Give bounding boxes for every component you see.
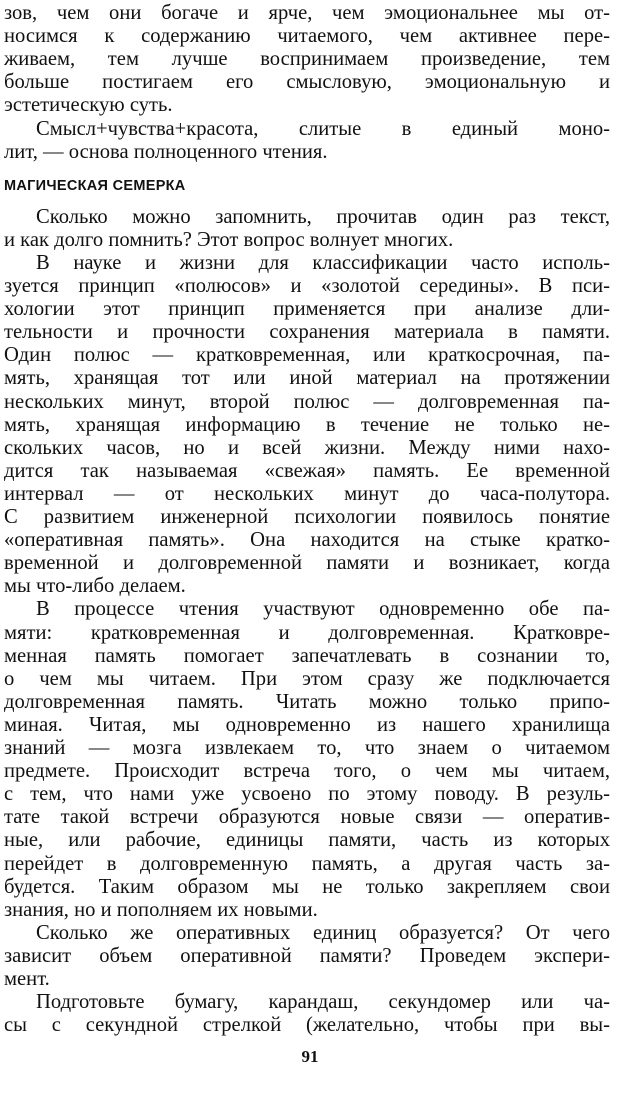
text-line: менная память помогает запечатлевать в сознании то, bbox=[4, 644, 610, 667]
text-line: перейдет в долговременную память, а другая часть за- bbox=[4, 852, 610, 875]
text-line: тате такой встречи образуются новые связи — оператив- bbox=[4, 806, 610, 829]
text-line: ные, или рабочие, единицы памяти, часть из которых bbox=[4, 829, 610, 852]
text-line: мы что-либо делаем. bbox=[4, 575, 186, 598]
text-line: Смысл+чувства+красота, слитые в единый моно- bbox=[36, 117, 610, 140]
text-line: будется. Таким образом мы не только закрепляем свои bbox=[4, 875, 610, 898]
text-line: живаем, тем лучше воспринимаем произведение, тем bbox=[4, 48, 610, 71]
text-line: Один полюс — кратковременная, или краткосрочная, па- bbox=[4, 344, 610, 367]
text-line: о чем мы читаем. При этом сразу же подключается bbox=[4, 667, 610, 690]
text-line: Сколько же оперативных единиц образуется? От чего bbox=[36, 921, 610, 944]
text-line: носимся к содержанию читаемого, чем активнее пере- bbox=[4, 25, 610, 48]
text-line: мяти: кратковременная и долговременная. Кратковре- bbox=[4, 621, 610, 644]
text-line: нескольких минут, второй полюс — долговременная па- bbox=[4, 390, 610, 413]
text-line: долговременная память. Читать можно только припо- bbox=[4, 690, 610, 713]
text-line: мять, хранящая тот или иной материал на протяжении bbox=[4, 367, 610, 390]
text-line: сы с секундной стрелкой (желательно, чтобы при вы- bbox=[4, 1014, 610, 1037]
text-line: предмете. Происходит встреча того, о чем мы читаем, bbox=[4, 760, 610, 783]
text-line: дится так называемая «свежая» память. Ее временной bbox=[4, 459, 610, 482]
text-line: «оперативная память». Она находится на стыке кратко- bbox=[4, 529, 610, 552]
text-line: и как долго помнить? Этот вопрос волнует многих. bbox=[4, 228, 454, 251]
text-line: зов, чем они богаче и ярче, чем эмоциональнее мы от- bbox=[4, 2, 610, 24]
text-line: знания, но и пополняем их новыми. bbox=[4, 898, 318, 921]
text-line: В науке и жизни для классификации часто исполь- bbox=[36, 251, 610, 274]
text-line: лит, — основа полноценного чтения. bbox=[4, 140, 328, 163]
text-line: скольких часов, но и всей жизни. Между ними нахо- bbox=[4, 436, 610, 459]
text-line: с тем, что нами уже усвоено по этому поводу. В резуль- bbox=[4, 783, 610, 806]
text-line: миная. Читая, мы одновременно из нашего хранилища bbox=[4, 713, 610, 736]
text-line: зависит объем оперативной памяти? Проведем экспери- bbox=[4, 944, 610, 967]
text-line: тельности и прочности сохранения материала в памяти. bbox=[4, 321, 610, 344]
text-line: хологии этот принцип применяется при анализе дли- bbox=[4, 298, 610, 321]
text-line: В процессе чтения участвуют одновременно обе па- bbox=[36, 598, 610, 621]
text-line: мент. bbox=[4, 968, 50, 990]
text-line: знаний — мозга извлекаем то, что знаем о читаемом bbox=[4, 737, 610, 759]
section-heading: МАГИЧЕСКАЯ СЕМЕРКА bbox=[4, 177, 186, 194]
text-line: С развитием инженерной психологии появилось понятие bbox=[4, 506, 610, 528]
text-line: временной и долговременной памяти и возникает, когда bbox=[4, 552, 610, 575]
text-line: зуется принцип «полюсов» и «золотой середины». В пси- bbox=[4, 275, 610, 297]
text-line: эстетическую суть. bbox=[4, 94, 173, 117]
text-line: Подготовьте бумагу, карандаш, секундомер или ча- bbox=[36, 991, 610, 1014]
text-line: Сколько можно запомнить, прочитав один раз текст, bbox=[36, 205, 610, 228]
page-number: 91 bbox=[301, 1047, 319, 1067]
text-line: интервал — от нескольких минут до часа-полутора. bbox=[4, 482, 610, 505]
text-line: мять, хранящая информацию в течение не только не- bbox=[4, 413, 610, 436]
text-line: больше постигаем его смысловую, эмоциональную и bbox=[4, 71, 610, 94]
